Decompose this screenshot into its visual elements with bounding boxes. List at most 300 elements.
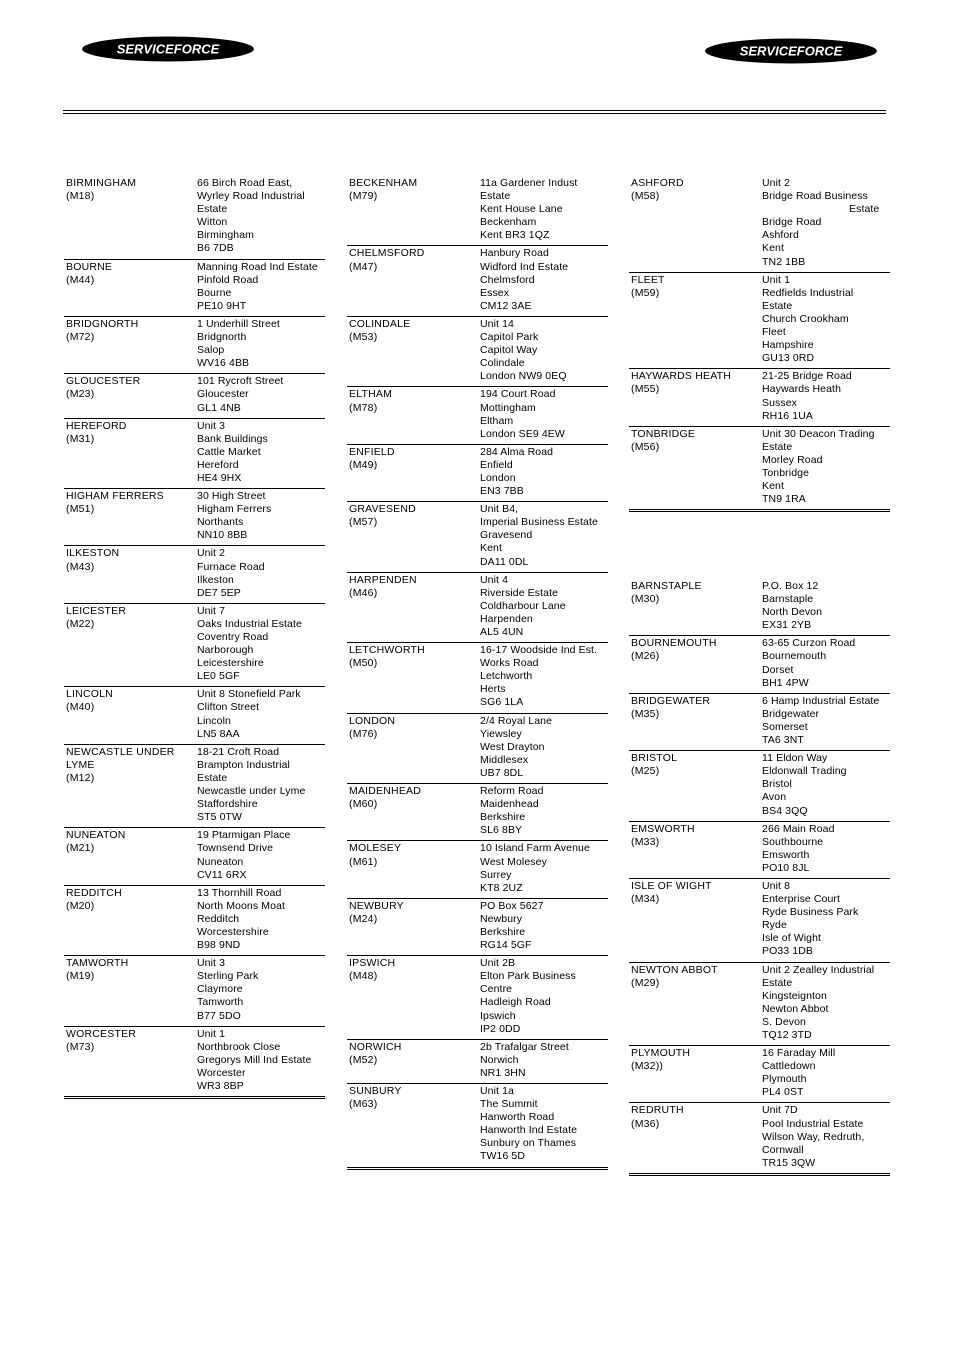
depot-name-line: TONBRIDGE — [631, 427, 696, 440]
depot-name-line: (M36) — [631, 1117, 660, 1130]
depot-name-line: TAMWORTH — [66, 957, 129, 970]
address-line: RG14 5GF — [480, 939, 532, 952]
depot-entry — [347, 643, 608, 713]
depot-name-line: LYME — [66, 758, 95, 771]
depot-name-line: ELTHAM — [349, 388, 393, 401]
address-line: Unit 2 Zealley Industrial — [762, 963, 875, 976]
address-line: LE0 5GF — [197, 670, 240, 683]
depot-entry — [629, 751, 890, 821]
address-line: Salop — [197, 344, 225, 357]
depot-address — [480, 785, 608, 837]
address-line: B6 7DB — [197, 242, 234, 255]
depot-name-line: (M55) — [631, 383, 660, 396]
address-line: 66 Birch Road East, — [197, 177, 293, 189]
address-line: Works Road — [480, 657, 539, 670]
address-line: TQ12 3TD — [762, 1029, 812, 1041]
depot-name — [66, 177, 197, 256]
depot-name-line: (M50) — [349, 657, 378, 670]
address-line: S. Devon — [762, 1015, 806, 1028]
address-line: 11a Gardener Indust — [480, 177, 578, 189]
address-line: Nuneaton — [197, 855, 244, 868]
address-line: Avon — [762, 791, 787, 804]
depot-name-line: (M52) — [349, 1053, 378, 1066]
address-line: Unit 1a — [480, 1085, 514, 1097]
depot-name — [349, 574, 480, 639]
depot-name-line: (M43) — [66, 560, 95, 573]
depot-name-line: HIGHAM FERRERS — [66, 490, 164, 503]
depot-name-line: (M18) — [66, 190, 95, 203]
depot-name — [66, 420, 197, 485]
address-line: EN3 7BB — [480, 485, 524, 498]
depot-name — [349, 785, 480, 837]
depot-address — [197, 829, 325, 881]
address-line: Gravesend — [480, 529, 533, 542]
address-line: Berkshire — [480, 925, 526, 938]
address-line: Isle of Wight — [762, 932, 822, 945]
address-line: Unit 8 — [762, 879, 791, 892]
depot-entry — [64, 374, 325, 418]
depot-entry — [64, 1027, 325, 1099]
depot-name-line: (M23) — [66, 388, 95, 401]
depot-name — [66, 490, 197, 542]
depot-address — [762, 695, 890, 747]
depot-name-line: (M34) — [631, 893, 660, 906]
depot-name-line: (M31) — [66, 432, 95, 445]
depot-entry — [347, 445, 608, 502]
depot-address — [480, 318, 608, 383]
address-line: Pinfold Road — [197, 273, 259, 286]
address-line: Plymouth — [762, 1073, 807, 1086]
depot-name — [349, 715, 480, 780]
depot-name — [631, 1104, 762, 1169]
depot-entry — [64, 828, 325, 885]
depot-name-line: COLINDALE — [349, 317, 411, 330]
depot-name-line: (M24) — [349, 912, 378, 925]
address-line: 30 High Street — [197, 490, 266, 503]
depot-address — [762, 964, 890, 1043]
address-line: Mottingham — [480, 401, 536, 414]
depot-name-line: EMSWORTH — [631, 822, 695, 835]
address-line: Brampton Industrial — [197, 758, 290, 771]
depot-name-line: (M29) — [631, 976, 660, 989]
depot-name-line: (M57) — [349, 516, 378, 529]
depot-address — [762, 823, 890, 875]
depot-address — [762, 1047, 890, 1099]
address-line: Eltham — [480, 414, 514, 427]
depot-name-line: (M46) — [349, 586, 378, 599]
address-line: Hereford — [197, 458, 239, 471]
address-line: LN5 8AA — [197, 727, 240, 740]
depot-address — [197, 887, 325, 952]
depot-name-line: BRIDGNORTH — [66, 317, 139, 330]
depot-name — [631, 1047, 762, 1099]
address-line: 19 Ptarmigan Place — [197, 829, 291, 842]
address-line: PO33 1DB — [762, 945, 813, 958]
address-line: Kent — [762, 480, 784, 493]
depot-name-line: HEREFORD — [66, 419, 127, 432]
depot-name-line: BARNSTAPLE — [631, 580, 702, 592]
depot-address — [480, 388, 608, 440]
depot-entry — [629, 427, 890, 513]
address-line: Northbrook Close — [197, 1040, 281, 1053]
address-line: Church Crookham — [762, 312, 849, 325]
address-line: Ashford — [762, 229, 799, 242]
depot-name-line: (M20) — [66, 899, 95, 912]
address-line: Herts — [480, 683, 506, 696]
depot-entry — [347, 317, 608, 387]
address-line: Bank Buildings — [197, 432, 268, 445]
address-line: Estate — [197, 203, 228, 216]
address-line: Gregorys Mill Ind Estate — [197, 1053, 312, 1066]
depot-name-line: (M51) — [66, 503, 95, 516]
depot-entry — [64, 317, 325, 374]
address-line: Bridge Road Business — [762, 190, 868, 203]
depot-name-line: (M78) — [349, 401, 378, 414]
depot-entry — [347, 246, 608, 316]
address-line: Haywards Heath — [762, 383, 842, 396]
depot-name — [631, 177, 762, 269]
address-line: WR3 8BP — [197, 1080, 244, 1092]
address-line: Unit 7D — [762, 1104, 798, 1117]
depot-entry — [64, 745, 325, 829]
depot-entry — [629, 273, 890, 370]
address-line: IP2 0DD — [480, 1022, 521, 1035]
depot-name-line: (M22) — [66, 617, 95, 630]
depot-name-line: ENFIELD — [349, 445, 395, 458]
address-line: Furnace Road — [197, 560, 265, 573]
depot-entry — [64, 489, 325, 546]
depot-name-line: (M32)) — [631, 1060, 664, 1073]
depot-name — [349, 900, 480, 952]
address-line: Norwich — [480, 1053, 519, 1066]
address-line: HE4 9HX — [197, 471, 242, 484]
depot-entry — [347, 387, 608, 444]
address-line: West Drayton — [480, 740, 545, 753]
depot-entry — [64, 260, 325, 317]
depot-name-line: NUNEATON — [66, 829, 126, 842]
address-column-3-bottom — [629, 579, 890, 1176]
depot-address — [762, 880, 890, 959]
address-line: P.O. Box 12 — [762, 580, 819, 592]
depot-entry — [629, 694, 890, 751]
address-line: Unit 14 — [480, 317, 514, 330]
depot-address — [762, 177, 890, 269]
address-line: Unit 2B — [480, 957, 516, 970]
depot-name-line: BIRMINGHAM — [66, 177, 137, 189]
depot-name — [631, 880, 762, 959]
address-line: London — [480, 471, 516, 484]
depot-address — [480, 177, 608, 242]
address-line: Yiewsley — [480, 727, 522, 740]
depot-entry — [347, 573, 608, 643]
address-line: 2/4 Royal Lane — [480, 714, 553, 727]
address-line: Unit 1 — [197, 1027, 226, 1040]
address-line: Enfield — [480, 458, 513, 471]
depot-name-line: PLYMOUTH — [631, 1047, 691, 1060]
depot-name-line: (M25) — [631, 765, 660, 778]
address-column-3-top — [629, 176, 890, 512]
address-line: Cornwall — [762, 1143, 804, 1156]
address-line: TN2 1BB — [762, 255, 806, 268]
address-line: Estate — [762, 299, 793, 312]
address-line: Worcester — [197, 1066, 246, 1079]
address-line: Cattledown — [762, 1060, 816, 1073]
depot-name — [349, 388, 480, 440]
depot-entry — [347, 1084, 608, 1170]
address-line: 18-21 Croft Road — [197, 745, 280, 758]
address-line: 2b Trafalgar Street — [480, 1040, 569, 1053]
address-line: Estate — [762, 440, 793, 453]
depot-entry — [64, 604, 325, 688]
address-line: Harpenden — [480, 612, 533, 625]
address-line: Morley Road — [762, 453, 823, 466]
depot-name — [66, 605, 197, 684]
address-line: 10 Island Farm Avenue — [480, 842, 590, 855]
depot-address — [197, 957, 325, 1022]
depot-name — [631, 695, 762, 747]
depot-entry — [629, 822, 890, 879]
depot-name — [349, 503, 480, 568]
address-line: AL5 4UN — [480, 626, 524, 638]
address-line: Ipswich — [480, 1009, 516, 1022]
address-line: NN10 8BB — [197, 529, 248, 542]
address-line: TW16 5D — [480, 1150, 526, 1163]
depot-name-line: LETCHWORTH — [349, 644, 425, 657]
depot-name — [66, 261, 197, 313]
address-line: WV16 4BB — [197, 357, 250, 370]
depot-name-line: REDDITCH — [66, 886, 122, 899]
address-line: Gloucester — [197, 388, 249, 401]
serviceforce-logo-right — [705, 38, 877, 64]
depot-name — [631, 752, 762, 817]
depot-name-line: ILKESTON — [66, 547, 120, 560]
depot-name-line: (M40) — [66, 701, 95, 714]
depot-name-line: MAIDENHEAD — [349, 785, 422, 798]
address-line: 13 Thornhill Road — [197, 886, 282, 899]
depot-name — [631, 637, 762, 689]
address-line: Elton Park Business — [480, 970, 576, 983]
address-line: Kent House Lane — [480, 203, 563, 216]
depot-address — [197, 490, 325, 542]
depot-name-line: (M33) — [631, 835, 660, 848]
depot-address — [197, 261, 325, 313]
address-line: PO Box 5627 — [480, 899, 544, 912]
address-line: Bridgnorth — [197, 331, 247, 344]
depot-address — [480, 247, 608, 312]
address-line: Bristol — [762, 778, 792, 791]
address-line: Newcastle under Lyme — [197, 785, 306, 798]
depot-name-line: IPSWICH — [349, 957, 396, 970]
address-line: TN9 1RA — [762, 493, 806, 506]
depot-entry — [347, 714, 608, 784]
address-line: Estate — [480, 190, 511, 203]
depot-name-line: BOURNE — [66, 260, 113, 273]
address-line: Staffordshire — [197, 798, 258, 811]
address-line: TA6 3NT — [762, 734, 804, 747]
depot-name — [66, 688, 197, 740]
address-line: Unit 1 — [762, 273, 791, 286]
address-column-1 — [64, 176, 325, 1099]
address-line: Birmingham — [197, 229, 255, 242]
address-line: Cattle Market — [197, 445, 261, 458]
address-line: Estate — [849, 203, 880, 216]
depot-name-line: REDRUTH — [631, 1104, 684, 1117]
address-line: Ryde Business Park — [762, 906, 859, 919]
depot-name — [66, 829, 197, 881]
depot-name-line: ISLE OF WIGHT — [631, 879, 712, 892]
depot-entry — [347, 784, 608, 841]
address-line: Emsworth — [762, 848, 810, 861]
address-line: North Moons Moat — [197, 899, 285, 912]
depot-name-line: (M26) — [631, 650, 660, 663]
depot-entry — [629, 579, 890, 636]
address-line: Riverside Estate — [480, 586, 559, 599]
depot-name-line: (M63) — [349, 1098, 378, 1111]
address-line: Middlesex — [480, 753, 529, 766]
depot-address — [480, 503, 608, 568]
address-line: Barnstaple — [762, 593, 814, 606]
depot-address — [480, 446, 608, 498]
depot-name-line: (M44) — [66, 273, 95, 286]
address-line: 101 Rycroft Street — [197, 375, 284, 388]
depot-name-line: LINCOLN — [66, 688, 113, 701]
depot-name-line: (M79) — [349, 190, 378, 203]
address-line: Wilson Way, Redruth, — [762, 1130, 865, 1143]
address-line: PO10 8JL — [762, 861, 810, 874]
depot-name-line: BRIDGEWATER — [631, 694, 711, 707]
address-line: Manning Road Ind Estate — [197, 260, 318, 273]
depot-address — [197, 547, 325, 599]
depot-name-line: (M56) — [631, 440, 660, 453]
depot-name — [631, 274, 762, 366]
depot-name-line: LONDON — [349, 714, 396, 727]
address-line: 16 Faraday Mill — [762, 1047, 836, 1060]
address-line: SL6 8BY — [480, 824, 523, 837]
depot-address — [197, 688, 325, 740]
depot-entry — [347, 176, 608, 246]
address-line: Unit 8 Stonefield Park — [197, 688, 301, 701]
depot-address — [480, 715, 608, 780]
address-line: Somerset — [762, 720, 808, 733]
depot-entry — [629, 963, 890, 1047]
depot-name — [349, 446, 480, 498]
depot-name-line: (M30) — [631, 593, 660, 606]
address-line: B98 9ND — [197, 939, 241, 952]
address-line: West Molesey — [480, 855, 547, 868]
address-line: Hadleigh Road — [480, 996, 551, 1009]
depot-name-line: (M12) — [66, 771, 95, 784]
depot-name-line: (M61) — [349, 855, 378, 868]
depot-address — [197, 177, 325, 256]
address-line: Unit 3 — [197, 957, 226, 970]
address-line: 21-25 Bridge Road — [762, 370, 852, 383]
depot-entry — [629, 176, 890, 273]
address-line: 194 Court Road — [480, 388, 556, 401]
address-line: Widford Ind Estate — [480, 260, 569, 273]
address-line: Ilkeston — [197, 573, 234, 586]
depot-name — [349, 177, 480, 242]
address-line: Kent BR3 1QZ — [480, 229, 550, 242]
address-line: NR1 3HN — [480, 1066, 526, 1079]
depot-name-line: NORWICH — [349, 1040, 402, 1053]
depot-address — [762, 580, 890, 632]
address-line: Maidenhead — [480, 798, 539, 811]
address-line: Newbury — [480, 912, 523, 925]
depot-address — [197, 1028, 325, 1093]
depot-entry — [629, 1046, 890, 1103]
depot-name — [66, 318, 197, 370]
depot-name-line: (M76) — [349, 727, 378, 740]
depot-name — [631, 580, 762, 632]
address-line: The Summit — [480, 1098, 538, 1111]
address-line: Ryde — [762, 919, 787, 932]
depot-address — [480, 644, 608, 709]
depot-name-line: (M49) — [349, 458, 378, 471]
address-line: Coldharbour Lane — [480, 599, 566, 612]
address-line: Bridge Road — [762, 216, 822, 229]
depot-name-line: (M58) — [631, 190, 660, 203]
depot-name-line: (M59) — [631, 286, 660, 299]
address-line: Kent — [762, 242, 784, 255]
depot-name-line: (M53) — [349, 331, 378, 344]
address-line: Hanbury Road — [480, 247, 549, 260]
address-line: 284 Alma Road — [480, 445, 554, 458]
depot-name — [631, 370, 762, 422]
depot-name-line: CHELMSFORD — [349, 247, 425, 260]
address-line: Coventry Road — [197, 631, 269, 643]
depot-name-line: (M48) — [349, 970, 378, 983]
address-line: Unit 2 — [762, 177, 791, 189]
depot-address — [480, 957, 608, 1036]
address-line: TR15 3QW — [762, 1156, 816, 1169]
depot-address — [762, 752, 890, 817]
address-line: RH16 1UA — [762, 409, 813, 422]
depot-name-line: (M47) — [349, 260, 378, 273]
depot-address — [480, 900, 608, 952]
address-line: London NW9 0EQ — [480, 370, 567, 383]
address-line: Narborough — [197, 644, 254, 657]
address-line: Bournemouth — [762, 650, 827, 663]
address-line: Berkshire — [480, 811, 526, 824]
depot-name — [631, 823, 762, 875]
address-line: Sussex — [762, 396, 798, 409]
address-line: Unit B4, — [480, 503, 519, 516]
depot-address — [762, 274, 890, 366]
depot-entry — [629, 879, 890, 963]
address-line: 11 Eldon Way — [762, 752, 828, 765]
address-line: CM12 3AE — [480, 299, 532, 312]
depot-entry — [64, 419, 325, 489]
depot-name-line: (M73) — [66, 1040, 95, 1053]
depot-name — [349, 1041, 480, 1080]
depot-address — [480, 574, 608, 639]
address-line: Redditch — [197, 912, 240, 925]
address-line: UB7 8DL — [480, 766, 524, 779]
depot-name-line: HAYWARDS HEATH — [631, 370, 732, 383]
address-line: 1 Underhill Street — [197, 317, 280, 330]
address-line: Capitol Way — [480, 344, 538, 357]
depot-address — [762, 370, 890, 422]
address-line: BH1 4PW — [762, 676, 809, 689]
address-line: Hanworth Ind Estate — [480, 1124, 578, 1137]
depot-entry — [64, 687, 325, 744]
address-line: 16-17 Woodside Ind Est. — [480, 644, 598, 657]
depot-entry — [629, 1103, 890, 1175]
address-line: PE10 9HT — [197, 299, 247, 312]
address-line: Essex — [480, 286, 510, 299]
address-line: 63-65 Curzon Road — [762, 637, 856, 650]
address-line: 6 Hamp Industrial Estate — [762, 694, 880, 707]
